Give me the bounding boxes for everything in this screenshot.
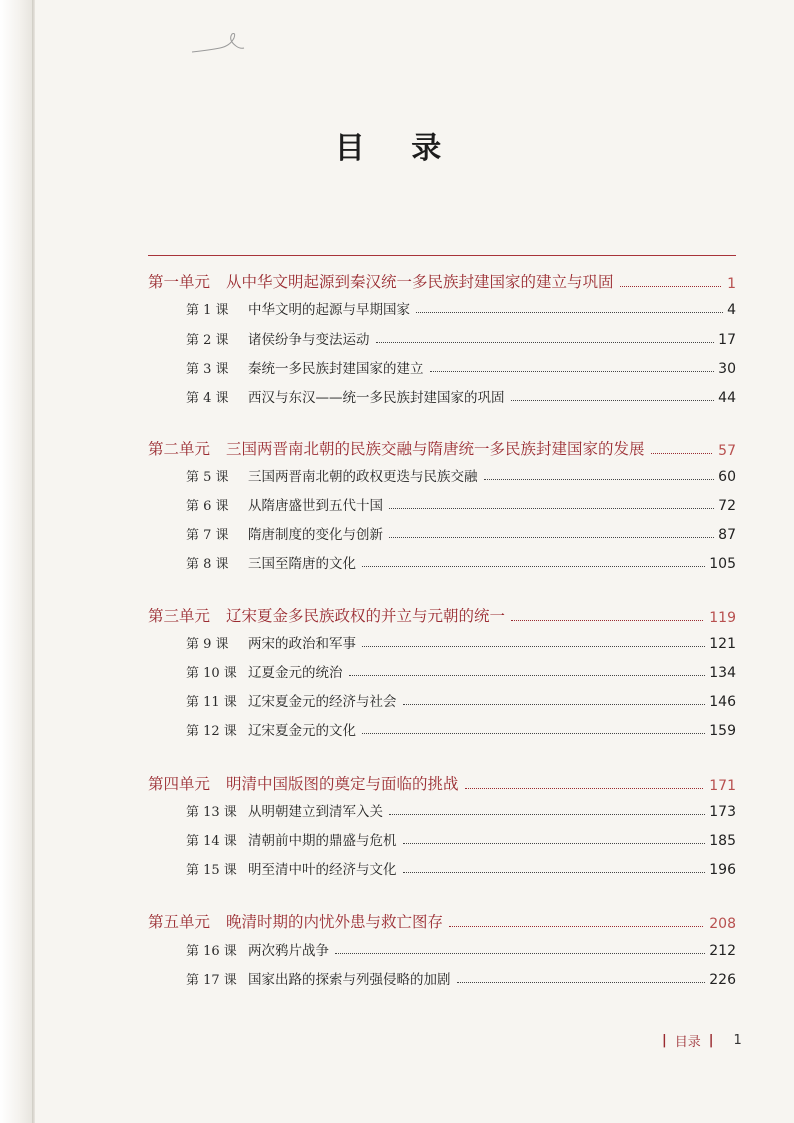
lesson-title: 辽夏金元的统治 bbox=[248, 665, 343, 681]
leader-dots bbox=[389, 508, 714, 509]
lesson-9-entry[interactable] bbox=[186, 628, 736, 652]
page-left-edge bbox=[0, 0, 32, 1123]
leader-dots bbox=[449, 926, 703, 927]
lesson-title: 国家出路的探索与列强侵略的加剧 bbox=[248, 972, 451, 988]
lesson-title: 诸侯纷争与变法运动 bbox=[248, 332, 370, 348]
leader-dots bbox=[389, 537, 714, 538]
lesson-number: 第 13 课 bbox=[186, 805, 237, 820]
leader-dots bbox=[403, 843, 706, 844]
pencil-scribble-icon bbox=[190, 30, 250, 60]
unit-4-entry[interactable] bbox=[148, 768, 736, 794]
lesson-page-number: 226 bbox=[709, 972, 736, 988]
page-title: 目 录 bbox=[334, 131, 460, 166]
lesson-4-entry[interactable] bbox=[186, 382, 736, 406]
lesson-number: 第 6 课 bbox=[186, 499, 229, 514]
unit-1-entry[interactable] bbox=[148, 266, 736, 292]
footer-page-number: 1 bbox=[733, 1032, 742, 1048]
lesson-page-number: 121 bbox=[709, 636, 736, 652]
lesson-page-number: 44 bbox=[718, 390, 736, 406]
lesson-title: 三国至隋唐的文化 bbox=[248, 556, 356, 572]
lesson-page-number: 196 bbox=[709, 862, 736, 878]
lesson-10-entry[interactable] bbox=[186, 657, 736, 681]
unit-5-entry[interactable] bbox=[148, 906, 736, 932]
lesson-6-entry[interactable] bbox=[186, 490, 736, 514]
lesson-11-entry[interactable] bbox=[186, 686, 736, 710]
leader-dots bbox=[651, 453, 713, 454]
lesson-number: 第 3 课 bbox=[186, 362, 229, 377]
unit-2-entry[interactable] bbox=[148, 433, 736, 459]
lesson-number: 第 7 课 bbox=[186, 528, 229, 543]
lesson-page-number: 4 bbox=[727, 302, 736, 318]
unit-label: 第四单元 明清中国版图的奠定与面临的挑战 bbox=[148, 775, 459, 793]
unit-label: 第五单元 晚清时期的内忧外患与救亡图存 bbox=[148, 913, 444, 931]
lesson-number: 第 9 课 bbox=[186, 637, 229, 652]
lesson-number: 第 15 课 bbox=[186, 863, 237, 878]
lesson-number: 第 5 课 bbox=[186, 470, 229, 485]
unit-label: 第二单元 三国两晋南北朝的民族交融与隋唐统一多民族封建国家的发展 bbox=[148, 440, 645, 458]
page-footer bbox=[662, 1030, 742, 1050]
lesson-title: 清朝前中期的鼎盛与危机 bbox=[248, 833, 397, 849]
lesson-2-entry[interactable] bbox=[186, 324, 736, 348]
lesson-title: 三国两晋南北朝的政权更迭与民族交融 bbox=[248, 469, 478, 485]
unit-page-number: 208 bbox=[709, 916, 736, 932]
lesson-page-number: 159 bbox=[709, 723, 736, 739]
lesson-number: 第 11 课 bbox=[186, 695, 237, 710]
leader-dots bbox=[335, 953, 705, 954]
footer-section-label: 目录 bbox=[674, 1034, 701, 1050]
leader-dots bbox=[403, 704, 706, 705]
leader-dots bbox=[511, 620, 703, 621]
lesson-page-number: 105 bbox=[709, 556, 736, 572]
leader-dots bbox=[484, 479, 715, 480]
lesson-number: 第 4 课 bbox=[186, 391, 229, 406]
lesson-title: 秦统一多民族封建国家的建立 bbox=[248, 361, 424, 377]
lesson-title: 辽宋夏金元的经济与社会 bbox=[248, 694, 397, 710]
lesson-title: 两次鸦片战争 bbox=[248, 943, 329, 959]
unit-page-number: 57 bbox=[718, 443, 736, 459]
lesson-page-number: 72 bbox=[718, 498, 736, 514]
lesson-number: 第 2 课 bbox=[186, 333, 229, 348]
lesson-number: 第 10 课 bbox=[186, 666, 237, 681]
book-spine bbox=[32, 0, 35, 1123]
lesson-title: 隋唐制度的变化与创新 bbox=[248, 527, 383, 543]
leader-dots bbox=[620, 286, 722, 287]
lesson-page-number: 87 bbox=[718, 527, 736, 543]
lesson-number: 第 16 课 bbox=[186, 944, 237, 959]
lesson-17-entry[interactable] bbox=[186, 964, 736, 988]
lesson-page-number: 212 bbox=[709, 943, 736, 959]
leader-dots bbox=[362, 566, 705, 567]
leader-dots bbox=[416, 312, 723, 313]
lesson-number: 第 1 课 bbox=[186, 303, 229, 318]
unit-label: 第一单元 从中华文明起源到秦汉统一多民族封建国家的建立与巩固 bbox=[148, 273, 614, 291]
lesson-7-entry[interactable] bbox=[186, 519, 736, 543]
lesson-page-number: 134 bbox=[709, 665, 736, 681]
leader-dots bbox=[362, 646, 705, 647]
lesson-title: 从明朝建立到清军入关 bbox=[248, 804, 383, 820]
leader-dots bbox=[403, 872, 706, 873]
lesson-page-number: 60 bbox=[718, 469, 736, 485]
lesson-page-number: 17 bbox=[718, 332, 736, 348]
lesson-5-entry[interactable] bbox=[186, 461, 736, 485]
lesson-number: 第 8 课 bbox=[186, 557, 229, 572]
lesson-page-number: 173 bbox=[709, 804, 736, 820]
footer-bar-left: | bbox=[662, 1032, 667, 1048]
lesson-page-number: 146 bbox=[709, 694, 736, 710]
leader-dots bbox=[376, 342, 715, 343]
lesson-number: 第 12 课 bbox=[186, 724, 237, 739]
unit-label: 第三单元 辽宋夏金多民族政权的并立与元朝的统一 bbox=[148, 607, 506, 625]
lesson-title: 从隋唐盛世到五代十国 bbox=[248, 498, 383, 514]
leader-dots bbox=[349, 675, 706, 676]
leader-dots bbox=[362, 733, 705, 734]
leader-dots bbox=[465, 788, 704, 789]
lesson-title: 西汉与东汉——统一多民族封建国家的巩固 bbox=[248, 390, 505, 406]
lesson-title: 明至清中叶的经济与文化 bbox=[248, 862, 397, 878]
leader-dots bbox=[389, 814, 705, 815]
lesson-16-entry[interactable] bbox=[186, 935, 736, 959]
unit-page-number: 1 bbox=[727, 276, 736, 292]
lesson-8-entry[interactable] bbox=[186, 548, 736, 572]
leader-dots bbox=[511, 400, 715, 401]
lesson-3-entry[interactable] bbox=[186, 353, 736, 377]
lesson-page-number: 30 bbox=[718, 361, 736, 377]
lesson-title: 两宋的政治和军事 bbox=[248, 636, 356, 652]
lesson-title: 中华文明的起源与早期国家 bbox=[248, 302, 410, 318]
lesson-13-entry[interactable] bbox=[186, 796, 736, 820]
lesson-number: 第 14 课 bbox=[186, 834, 237, 849]
leader-dots bbox=[457, 982, 706, 983]
lesson-15-entry[interactable] bbox=[186, 854, 736, 878]
lesson-title: 辽宋夏金元的文化 bbox=[248, 723, 356, 739]
title-divider bbox=[148, 255, 736, 256]
lesson-page-number: 185 bbox=[709, 833, 736, 849]
unit-page-number: 171 bbox=[709, 778, 736, 794]
lesson-12-entry[interactable] bbox=[186, 715, 736, 739]
footer-bar-right: | bbox=[708, 1032, 714, 1048]
lesson-1-entry[interactable] bbox=[186, 294, 736, 318]
unit-3-entry[interactable] bbox=[148, 600, 736, 626]
lesson-number: 第 17 课 bbox=[186, 973, 237, 988]
unit-page-number: 119 bbox=[709, 610, 736, 626]
lesson-14-entry[interactable] bbox=[186, 825, 736, 849]
leader-dots bbox=[430, 371, 715, 372]
